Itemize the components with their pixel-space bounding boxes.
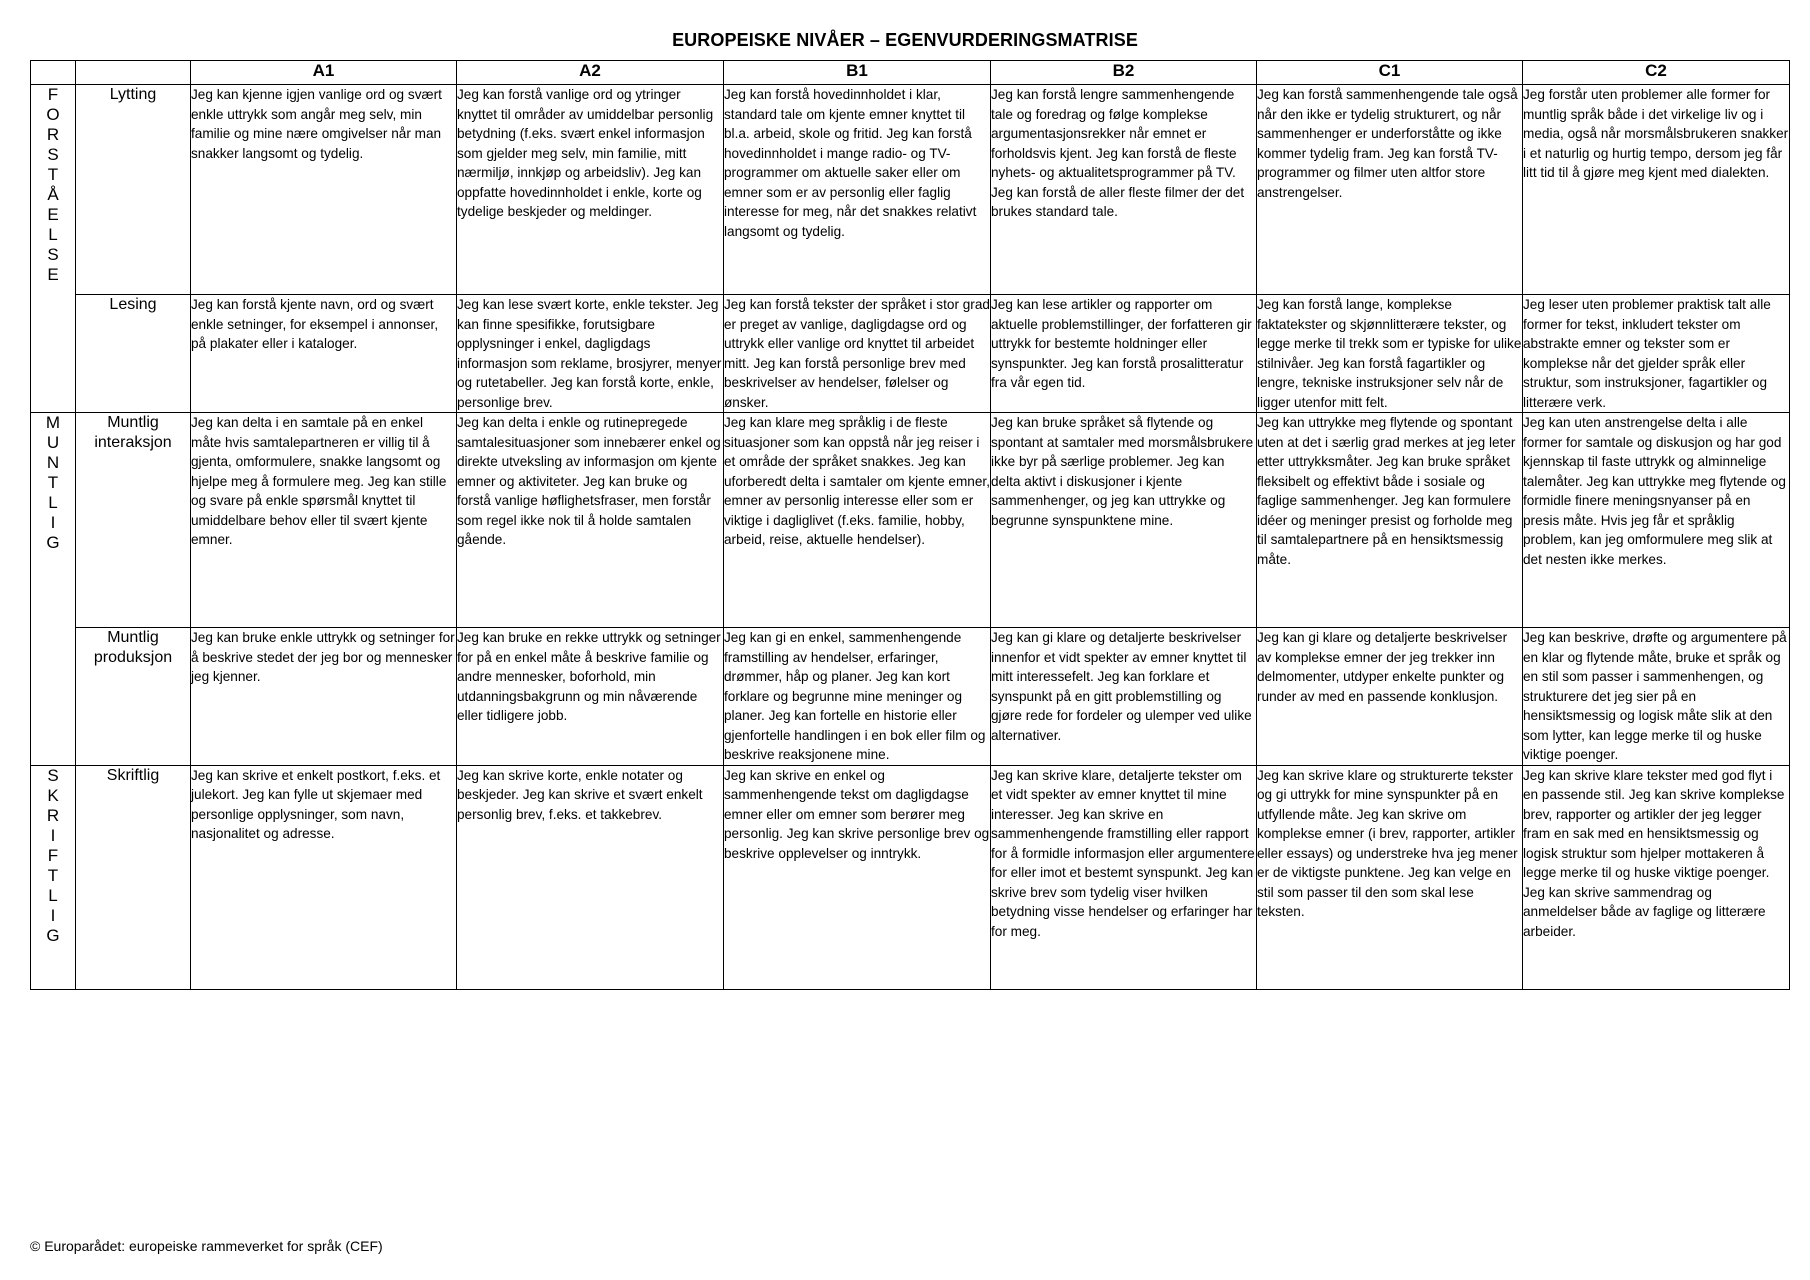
level-header-c1: C1 bbox=[1257, 61, 1523, 85]
skill-label-muntlig-interaksjon: Muntlig interaksjon bbox=[76, 413, 191, 628]
descriptor-cell: Jeg kan skrive korte, enkle notater og beskjeder. Jeg kan skrive et svært enkelt personlig brev, f.eks. et takkebrev. bbox=[457, 765, 724, 989]
row-lytting bbox=[31, 85, 1790, 295]
group-letter: L bbox=[48, 225, 58, 244]
group-letter: R bbox=[46, 125, 60, 144]
row-lesing bbox=[31, 295, 1790, 413]
group-letters bbox=[31, 766, 75, 946]
descriptor-cell: Jeg kan skrive et enkelt postkort, f.eks. et julekort. Jeg kan fylle ut skjemaer med personlige opplysninger, som navn, nasjonalitet og adresse. bbox=[191, 765, 457, 989]
descriptor-cell: Jeg kan forstå vanlige ord og ytringer knyttet til områder av umiddelbar personlig betydning (f.eks. svært enkel informasjon som gjelder meg selv, min familie, mitt nærmiljø, innkjøp og arbeidsliv). Jeg kan oppfatte hovedinnholdet i enkle, korte og tydelige beskjeder og meldinger. bbox=[457, 85, 724, 295]
group-skriftlig bbox=[31, 765, 76, 989]
descriptor-cell: Jeg kan forstå sammenhengende tale også når den ikke er tydelig strukturert, og når sammenhenger er underforståtte og ikke kommer tydelig fram. Jeg kan forstå TV-programmer og filmer uten altfor store anstrengelser. bbox=[1257, 85, 1523, 295]
group-letter: G bbox=[46, 925, 60, 945]
level-header-a2: A2 bbox=[457, 61, 724, 85]
group-letter: T bbox=[47, 165, 59, 184]
descriptor-cell: Jeg kan delta i en samtale på en enkel måte hvis samtalepartneren er villig til å gjenta, omformulere, snakke langsomt og hjelpe meg å formulere meg. Jeg kan stille og svare på enkle spørsmål knyttet til umiddelbare behov eller til svært kjente emner. bbox=[191, 413, 457, 628]
descriptor-cell: Jeg kan bruke en rekke uttrykk og setninger for på en enkel måte å beskrive familie og andre mennesker, boforhold, min utdanningsbakgrunn og min nåværende eller tidligere jobb. bbox=[457, 628, 724, 766]
descriptor-cell: Jeg kan lese artikler og rapporter om aktuelle problemstillinger, der forfatteren gir uttrykk for bestemte holdninger eller synspunkter. Jeg kan forstå prosalitteratur fra vår egen tid. bbox=[991, 295, 1257, 413]
descriptor-cell: Jeg kan delta i enkle og rutinepregede samtalesituasjoner som innebærer enkel og direkte utveksling av informasjon om kjente emner og aktiviteter. Jeg kan bruke og forstå vanlige høflighetsfraser, men forstår som regel ikke nok til å holde samtalen gående. bbox=[457, 413, 724, 628]
descriptor-cell: Jeg kan forstå lengre sammenhengende tale og foredrag og følge komplekse argumentasjonsrekker når emnet er forholdsvis kjent. Jeg kan forstå de fleste nyhets- og aktualitetsprogrammer på TV. Jeg kan forstå de aller fleste filmer der det brukes standard tale. bbox=[991, 85, 1257, 295]
descriptor-cell: Jeg kan skrive klare, detaljerte tekster om et vidt spekter av emner knyttet til mine interesser. Jeg kan skrive en sammenhengende framstilling eller rapport for å formidle informasjon eller argumentere for eller imot et bestemt synspunkt. Jeg kan skrive brev som tydelig viser hvilken betydning visse hendelser og erfaringer har for meg. bbox=[991, 765, 1257, 989]
row-muntlig-produksjon bbox=[31, 628, 1790, 766]
descriptor-cell: Jeg kan skrive en enkel og sammenhengende tekst om dagligdagse emner eller om emner som berører meg personlig. Jeg kan skrive personlige brev og beskrive opplevelser og inntrykk. bbox=[724, 765, 991, 989]
group-letter: S bbox=[47, 245, 59, 264]
corner-cell-skill bbox=[76, 61, 191, 85]
skill-label-lesing: Lesing bbox=[76, 295, 191, 413]
group-letter: T bbox=[47, 865, 59, 885]
descriptor-cell: Jeg kan forstå kjente navn, ord og svært enkle setninger, for eksempel i annonser, på plakater eller i kataloger. bbox=[191, 295, 457, 413]
descriptor-cell: Jeg kan forstå lange, komplekse faktatekster og skjønnlitterære tekster, og legge merke til trekk som er typiske for ulike stilnivåer. Jeg kan forstå fagartikler og lengre, tekniske instruksjoner selv når de ligger utenfor mitt felt. bbox=[1257, 295, 1523, 413]
group-letter: T bbox=[47, 473, 59, 492]
descriptor-cell: Jeg forstår uten problemer alle former for muntlig språk både i det virkelige liv og i media, også når morsmålsbrukeren snakker i et naturlig og hurtig tempo, dersom jeg får litt tid til å gjøre meg kjent med dialekten. bbox=[1523, 85, 1790, 295]
descriptor-cell: Jeg leser uten problemer praktisk talt alle former for tekst, inkludert tekster om abstrakte emner og tekster som er komplekse når det gjelder språk eller struktur, som instruksjoner, fagartikler og litterære verk. bbox=[1523, 295, 1790, 413]
level-header-b1: B1 bbox=[724, 61, 991, 85]
descriptor-cell: Jeg kan klare meg språklig i de fleste situasjoner som kan oppstå når jeg reiser i et område der språket snakkes. Jeg kan uforberedt delta i samtaler om kjente emner, emner av personlig interesse eller som er viktige i dagliglivet (f.eks. familie, hobby, arbeid, reise, aktuelle hendelser). bbox=[724, 413, 991, 628]
descriptor-cell: Jeg kan gi en enkel, sammenhengende framstilling av hendelser, erfaringer, drømmer, håp og planer. Jeg kan kort forklare og begrunne mine meninger og planer. Jeg kan fortelle en historie eller gjenfortelle handlingen i en bok eller film og beskrive reaksjonene mine. bbox=[724, 628, 991, 766]
group-letter: M bbox=[45, 413, 61, 432]
group-letter: L bbox=[48, 493, 58, 512]
descriptor-cell: Jeg kan gi klare og detaljerte beskrivelser av komplekse emner der jeg trekker inn delmomenter, utdyper enkelte punkter og runder av med en passende konklusjon. bbox=[1257, 628, 1523, 766]
group-forstaaelse bbox=[31, 85, 76, 413]
group-letter: I bbox=[50, 825, 56, 845]
group-letter: R bbox=[46, 805, 60, 825]
self-assessment-matrix bbox=[30, 60, 1790, 990]
level-header-c2: C2 bbox=[1523, 61, 1790, 85]
row-muntlig-interaksjon bbox=[31, 413, 1790, 628]
row-skriftlig bbox=[31, 765, 1790, 989]
group-letter: S bbox=[47, 765, 59, 785]
group-letters bbox=[31, 413, 75, 553]
group-letter: F bbox=[47, 845, 59, 865]
skill-label-muntlig-produksjon: Muntlig produksjon bbox=[76, 628, 191, 766]
descriptor-cell: Jeg kan lese svært korte, enkle tekster. Jeg kan finne spesifikke, forutsigbare opplysninger i enkel, dagligdags informasjon som reklame, brosjyrer, menyer og rutetabeller. Jeg kan forstå korte, enkle, personlige brev. bbox=[457, 295, 724, 413]
descriptor-cell: Jeg kan kjenne igjen vanlige ord og svært enkle uttrykk som angår meg selv, min familie og mine nære omgivelser når man snakker langsomt og tydelig. bbox=[191, 85, 457, 295]
group-letter: E bbox=[47, 205, 59, 224]
group-letter: E bbox=[47, 265, 59, 284]
descriptor-cell: Jeg kan gi klare og detaljerte beskrivelser innenfor et vidt spekter av emner knyttet til mitt interessefelt. Jeg kan forklare et synspunkt på en gitt problemstilling og gjøre rede for fordeler og ulemper ved ulike alternativer. bbox=[991, 628, 1257, 766]
group-letter: S bbox=[47, 145, 59, 164]
group-letter: I bbox=[50, 513, 56, 532]
descriptor-cell: Jeg kan beskrive, drøfte og argumentere på en klar og flytende måte, bruke et språk og en stil som passer i sammenhengen, og strukturere det jeg sier på en hensiktsmessig og logisk måte slik at den som lytter, kan legge merke til og huske viktige poenger. bbox=[1523, 628, 1790, 766]
group-letter: N bbox=[46, 453, 60, 472]
descriptor-cell: Jeg kan forstå hovedinnholdet i klar, standard tale om kjente emner knyttet til bl.a. arbeid, skole og fritid. Jeg kan forstå hovedinnholdet i mange radio- og TV-programmer om aktuelle saker eller om emner som er av personlig eller faglig interesse for meg, når det snakkes relativt langsomt og tydelig. bbox=[724, 85, 991, 295]
descriptor-cell: Jeg kan skrive klare tekster med god flyt i en passende stil. Jeg kan skrive komplekse brev, rapporter og artikler der jeg legger fram en sak med en hensiktsmessig og logisk struktur som hjelper mottakeren å legge merke til og huske viktige poenger. Jeg kan skrive sammendrag og anmeldelser både av faglige og litterære arbeider. bbox=[1523, 765, 1790, 989]
skill-label-lytting: Lytting bbox=[76, 85, 191, 295]
group-letter: U bbox=[46, 433, 60, 452]
group-letters bbox=[31, 85, 75, 285]
descriptor-cell: Jeg kan skrive klare og strukturerte tekster og gi uttrykk for mine synspunkter på en utfyllende måte. Jeg kan skrive om komplekse emner (i brev, rapporter, artikler eller essays) og understreke hva jeg mener er de viktigste punktene. Jeg kan velge en stil som passer til den som skal lese teksten. bbox=[1257, 765, 1523, 989]
group-letter: G bbox=[46, 533, 60, 552]
skill-label-skriftlig: Skriftlig bbox=[76, 765, 191, 989]
group-letter: F bbox=[47, 85, 59, 104]
descriptor-cell: Jeg kan bruke enkle uttrykk og setninger for å beskrive stedet der jeg bor og mennesker jeg kjenner. bbox=[191, 628, 457, 766]
corner-cell-group bbox=[31, 61, 76, 85]
group-letter: Å bbox=[47, 185, 59, 204]
group-muntlig bbox=[31, 413, 76, 766]
level-header-b2: B2 bbox=[991, 61, 1257, 85]
group-letter: K bbox=[47, 785, 59, 805]
descriptor-cell: Jeg kan uten anstrengelse delta i alle former for samtale og diskusjon og har god kjennskap til faste uttrykk og alminnelige talemåter. Jeg kan uttrykke meg flytende og formidle finere meningsnyanser på en presis måte. Hvis jeg får et språklig problem, kan jeg omformulere meg slik at det nesten ikke merkes. bbox=[1523, 413, 1790, 628]
descriptor-cell: Jeg kan forstå tekster der språket i stor grad er preget av vanlige, dagligdagse ord og uttrykk eller vanlige ord knyttet til arbeidet mitt. Jeg kan forstå personlige brev med beskrivelser av hendelser, følelser og ønsker. bbox=[724, 295, 991, 413]
level-header-a1: A1 bbox=[191, 61, 457, 85]
copyright-footer: © Europarådet: europeiske rammeverket for språk (CEF) bbox=[30, 1238, 383, 1254]
descriptor-cell: Jeg kan uttrykke meg flytende og spontant uten at det i særlig grad merkes at jeg leter etter uttrykksmåter. Jeg kan bruke språket fleksibelt og effektivt både i sosiale og faglige sammenhenger. Jeg kan formulere idéer og meninger presist og forholde meg til samtalepartnere på en hensiktsmessig måte. bbox=[1257, 413, 1523, 628]
group-letter: O bbox=[46, 105, 60, 124]
group-letter: I bbox=[50, 905, 56, 925]
header-row bbox=[31, 61, 1790, 85]
descriptor-cell: Jeg kan bruke språket så flytende og spontant at samtaler med morsmålsbrukere ikke byr på særlige problemer. Jeg kan delta aktivt i diskusjoner i kjente sammenhenger, og jeg kan uttrykke og begrunne synspunktene mine. bbox=[991, 413, 1257, 628]
group-letter: L bbox=[48, 885, 58, 905]
page-title: EUROPEISKE NIVÅER – EGENVURDERINGSMATRISE bbox=[672, 30, 1138, 50]
